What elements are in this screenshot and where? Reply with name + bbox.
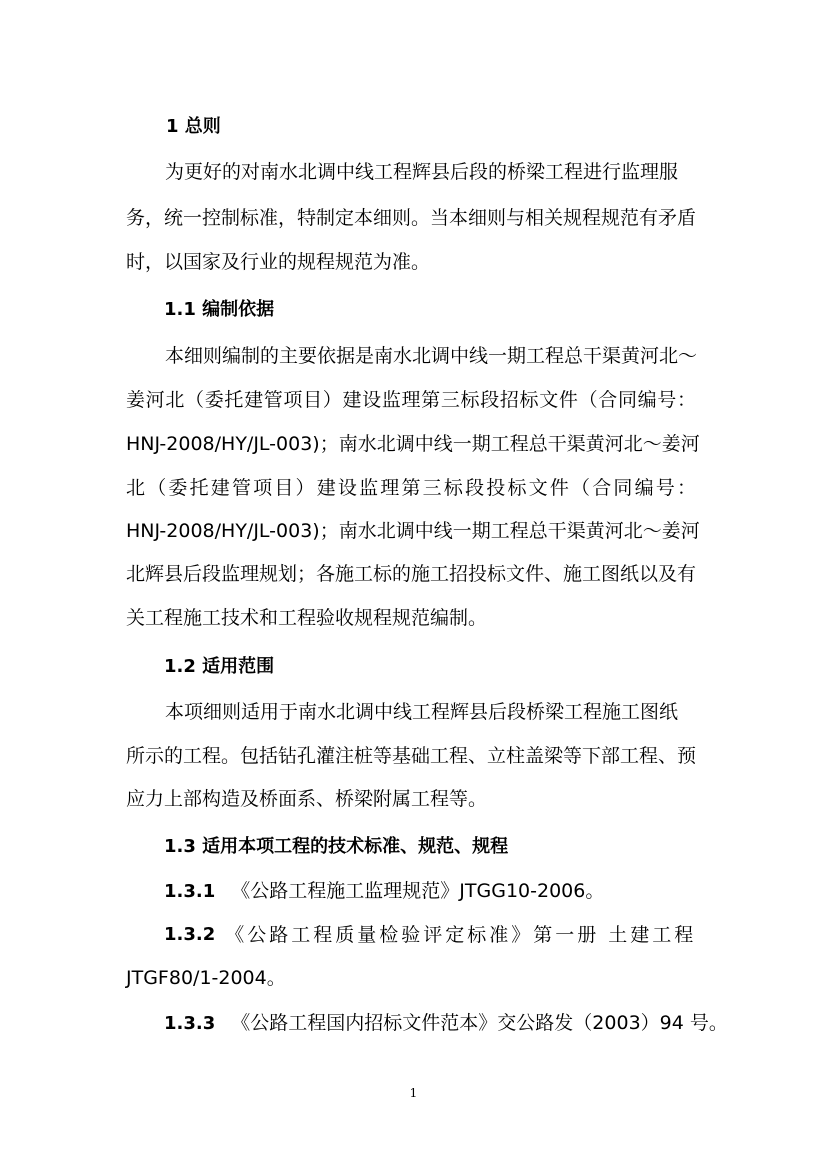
paragraph-line: 姜河北（委托建管项目）建设监理第三标段招标文件（合同编号：	[126, 389, 696, 411]
paragraph-line: 时，以国家及行业的规程规范为准。	[126, 251, 431, 273]
page-number: 1	[409, 1086, 418, 1100]
paragraph-line: 北（委托建管项目）建设监理第三标段投标文件（合同编号：	[126, 477, 696, 499]
paragraph-line: HNJ-2008/HY/JL-003)；南水北调中线一期工程总干渠黄河北～姜河	[126, 433, 700, 455]
subsection-heading: 1.1 编制依据	[164, 299, 275, 320]
paragraph-line: HNJ-2008/HY/JL-003)；南水北调中线一期工程总干渠黄河北～姜河	[126, 520, 700, 542]
paragraph-line: 北辉县后段监理规划；各施工标的施工招投标文件、施工图纸以及有	[126, 563, 697, 585]
clause-item	[164, 922, 696, 948]
subsection-heading: 1.2 适用范围	[164, 656, 275, 677]
paragraph-line: 本细则编制的主要依据是南水北调中线一期工程总干渠黄河北～	[165, 345, 698, 367]
clause-item	[164, 878, 604, 905]
clause-number: 1.3.3	[164, 1013, 216, 1034]
clause-number: 1.3.1	[164, 881, 216, 902]
paragraph-line: 为更好的对南水北调中线工程辉县后段的桥梁工程进行监理服	[165, 161, 679, 183]
clause-item	[164, 1010, 728, 1037]
subsection-heading: 1.3 适用本项工程的技术标准、规范、规程	[164, 836, 509, 857]
clause-text: 《公路工程质量检验评定标准》第一册 土建工程	[225, 924, 697, 946]
paragraph-line: 所示的工程。包括钻孔灌注桩等基础工程、立柱盖梁等下部工程、预	[126, 745, 697, 767]
paragraph-line: 本项细则适用于南水北调中线工程辉县后段桥梁工程施工图纸	[165, 701, 679, 723]
clause-text: 《公路工程国内招标文件范本》交公路发（2003）94 号。	[231, 1012, 728, 1034]
paragraph-line: 应力上部构造及桥面系、桥梁附属工程等。	[126, 788, 488, 810]
paragraph-line: 关工程施工技术和工程验收规程规范编制。	[126, 607, 488, 629]
clause-continuation: JTGF80/1-2004。	[126, 967, 286, 989]
section-heading: 1 总则	[166, 116, 221, 137]
paragraph-line: 务，统一控制标准，特制定本细则。当本细则与相关规程规范有矛盾	[126, 207, 697, 229]
clause-number: 1.3.2	[164, 924, 216, 945]
clause-text: 《公路工程施工监理规范》JTGG10-2006。	[231, 880, 605, 902]
